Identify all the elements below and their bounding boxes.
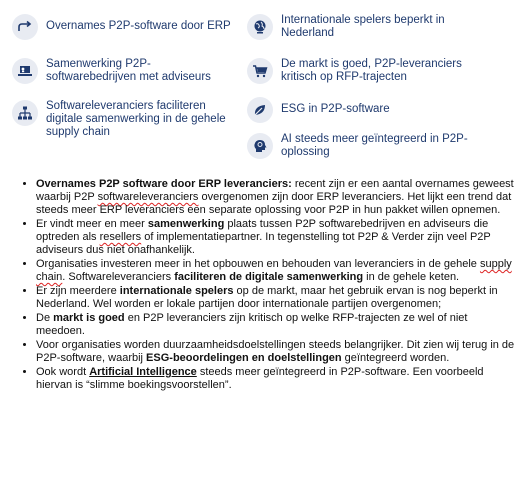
bullet-intl-text-a: Er zijn meerdere [36,285,120,297]
bullet-esg-text-a: Voor organisaties worden duurzaamheidsdoelstellingen steeds belangrijker. Dit zien wij terug in de P2P-software, waarbij [36,339,515,364]
item-advisors [12,58,232,84]
bullet-esg-bold: ESG-beoordelingen en doelstellingen [146,352,342,364]
bullet-ai [36,366,516,393]
bullet-chain-text-b: . Softwareleveranciers [62,271,175,283]
leaf-icon [247,97,273,123]
bullet-supply-chain [36,258,516,285]
shopping-cart-icon [247,58,273,84]
item-international-label: Internationale spelers beperkt in Nederland [281,14,445,39]
bullet-samenwerking [36,218,516,258]
item-erp [12,14,232,40]
bullet-chain-bold: faciliteren de digitale samenwerking [174,271,364,283]
bullet-esg [36,339,516,366]
bullet-market-text-a: De [36,312,54,324]
bullet-ai-text-b: steeds meer geïntegreerd in P2P-software. Een voorbeeld hiervan is “slimme boekingsvoorstellen”. [36,366,484,391]
bullet-erp-bold: Overnames P2P software door ERP leveranciers: [36,178,292,190]
bullet-erp-text-b: overgenomen zijn door ERP leveranciers. Het lijkt een trend dat steeds meer ERP leveranciers een separate oplossing voor P2P in hun pakket willen opnemen. [36,191,512,216]
bullet-samen-spell: resellers [99,231,142,243]
item-esg-label: ESG in P2P-software [281,103,390,115]
bullet-market-text-b: en P2P leveranciers zijn kritisch op welke RFP-trajecten ze wel of niet meedoen. [36,312,468,337]
bullet-market-bold: markt is goed [53,312,125,324]
bullet-samen-text-a: Er vindt meer en meer [36,218,148,230]
bullet-intl-text-b: op de markt, maar het gebruik ervan is nog beperkt in Nederland. Wel worden er lokale partijen door internationale partijen overgenomen; [36,285,498,310]
item-advisors-label: Samenwerking P2P-softwarebedrijven met adviseurs [46,58,211,83]
bullet-ai-bold: Artificial Intelligence [89,366,197,378]
item-supply-chain [12,100,237,139]
item-market [247,58,487,84]
arrow-turn-icon [12,14,38,40]
bullet-list [12,178,516,393]
bullet-esg-text-b: geïntegreerd worden. [341,352,450,364]
bullet-international [36,285,516,312]
bullet-samen-bold: samenwerking [147,218,225,230]
item-supply-chain-label: Softwareleveranciers faciliteren digitale samenwerking in de gehele supply chain [46,100,226,138]
org-chart-icon [12,100,38,126]
brain-head-icon [247,133,273,159]
icon-grid [0,0,500,165]
bullet-samen-text-b: plaats tussen P2P softwarebedrijven en adviseurs die optreden als [36,218,489,243]
bullet-samen-text-c: of implementatiepartner. In tegenstelling tot P2P & Verder zijn veel P2P adviseurs dus niet onafhankelijk. [36,231,491,256]
item-international [247,14,487,40]
bullet-erp-spell: softwareleveranciers [97,191,199,203]
bullet-market [36,312,516,339]
bullet-erp [36,178,516,218]
item-ai [247,133,487,159]
bullet-chain-text-a: Organisaties investeren meer in het opbouwen en behouden van leveranciers in de gehele [36,258,480,270]
laptop-person-icon [12,58,38,84]
item-market-label: De markt is goed, P2P-leveranciers kritisch op RFP-trajecten [281,58,462,83]
globe-icon [247,14,273,40]
bullet-intl-bold: internationale spelers [119,285,234,297]
bullet-erp-text-a: recent zijn er een aantal overnames geweest waarbij P2P [36,178,514,203]
item-erp-label: Overnames P2P-software door ERP [46,20,231,32]
item-ai-label: AI steeds meer geïntegreerd in P2P-oplossing [281,133,468,158]
item-esg [247,97,487,123]
bullet-chain-spell: supply chain [36,258,512,283]
bullet-chain-text-c: in de gehele keten. [363,271,460,283]
bullet-ai-text-a: Ook wordt [36,366,90,378]
